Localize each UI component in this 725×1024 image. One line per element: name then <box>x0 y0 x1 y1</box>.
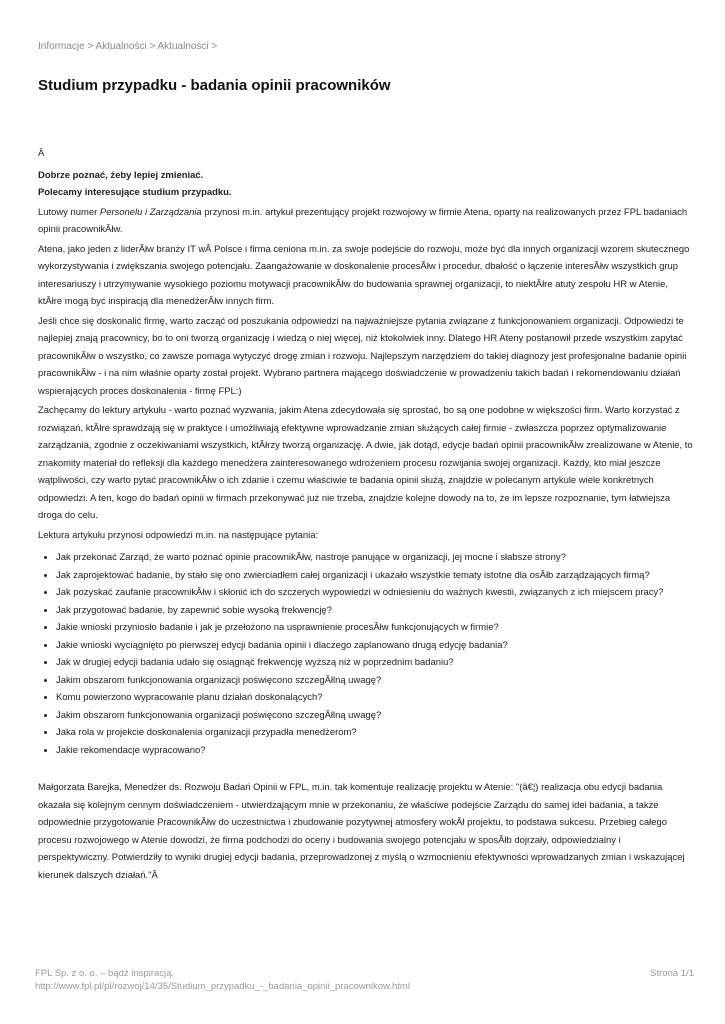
paragraph-quote: Małgorzata Barejka, Menedżer ds. Rozwoju Badań Opinii w FPL, m.in. tak komentuje realizację projektu w Atenie: "(â€¦) realizacja obu edycji badania okazała się kolejnym cennym doświadczeniem - utwierdzającym mnie w przekonaniu, że właściwe podejście Zarządu do samej idei badania, a także odpowiednie przygotowanie PracownikĂłw do uczestnictwa i zbudowanie pozytywnej atmosfery wokĂł projektu, to podstawa sukcesu. Przebieg całego procesu rozwojowego w Atenie dowodzi, że firma podchodzi do oceny i budowania swojego potencjału w sposĂłb dojrzały, odpowiedzialny i perspektywiczny. Potwierdziły to wyniki drugiej edycji badania, przeprowadzonej z myślą o wzmocnieniu efektywności wprowadzanych zmian i wskazującej kierunek dalszych działań."Â <box>38 782 685 881</box>
list-item: • Jak przygotować badanie, by zapewnić sobie wysoką frekwencję? <box>56 602 694 620</box>
paragraph-list-intro: Lektura artykułu przynosi odpowiedzi m.in. na następujące pytania: <box>38 529 319 541</box>
paragraph-intro-end: przynosi m.in. artykuł prezentujący projekt rozwojowy w firmie Atena, oparty na realizowanych przez FPL badaniach opinii pracownikĂłw. <box>38 206 688 235</box>
list-item: • Jak pozyskać zaufanie pracownikĂłw i skłonić ich do szczerych wypowiedzi w odniesieniu do ważnych kwestii, związanych z ich miejscem pracy? <box>56 584 694 602</box>
footer-url[interactable]: http://www.fpl.pl/pl/rozwoj/14/35/Studium_przypadku_-_badania_opinii_pracownikow.html <box>35 980 410 992</box>
magazine-title: Personelu i Zarządzania <box>99 206 202 218</box>
list-item: • Jakim obszarom funkcjonowania organizacji poświęcono szczegĂłlną uwagę? <box>56 672 694 690</box>
list-item: • Jaka rola w projekcie doskonalenia organizacji przypadła menedżerom? <box>56 724 694 742</box>
list-item: • Jakie rekomendacje wypracowano? <box>56 742 694 760</box>
list-item: • Komu powierzono wypracowanie planu działań doskonalących? <box>56 689 694 707</box>
footer <box>35 968 410 993</box>
stray-character: Â <box>38 148 45 159</box>
list-item: • Jakie wnioski wyciągnięto po pierwszej edycji badania opinii i dlaczego zaplanowano drugą edycję badania? <box>56 637 694 655</box>
lead-line-1: Dobrze poznać, żeby lepiej zmieniać. <box>38 169 204 181</box>
article-body <box>38 145 694 886</box>
paragraph-encouragement: Zachęcamy do lektury artykułu - warto poznać wyzwania, jakim Atena zdecydowała się sprostać, bo są one podobne w większości firm. Warto korzystać z rozwiązań, ktĂłre sprawdzają się w praktyce i umożliwiają efektywne wprowadzanie zmian służących całej firmie - zwłaszcza poprzez optymalizowanie zarządzania, zgodnie z oczekiwaniami wszystkich, ktĂłrzy tworzą organizację. A dwie, jak dotąd, edycje badań opinii pracownikĂłw zrealizowane w Atenie, to znakomity materiał do refleksji dla każdego menedżera zainteresowanego wdrożeniem procesu rozwijania swojej organizacji. Każdy, kto miał jeszcze wątpliwości, czy warto pytać pracownikĂłw o ich zdanie i czemu właściwie te badania opinii służą, znajdzie w polecanym artykule wiele konkretnych odpowiedzi. A ten, kogo do badań opinii w firmach przekonywać już nie trzeba, znajdzie kolejne dowody na to, że im lepsze rozpoznanie, tym łatwiejsza droga do celu. <box>38 405 693 521</box>
list-item: • Jakim obszarom funkcjonowania organizacji poświęcono szczegĂłlną uwagę? <box>56 707 694 725</box>
list-item: • Jak zaprojektować badanie, by stało się ono zwierciadłem całej organizacji i ukazało wszystkie tematy istotne dla osĂłb zarządzających firmą? <box>56 567 694 585</box>
list-item: • Jakie wnioski przyniosło badanie i jak je przełożono na usprawnienie procesĂłw funkcjonujących w firmie? <box>56 619 694 637</box>
question-list <box>38 549 694 759</box>
paragraph-intro <box>38 204 694 239</box>
page-number: Strona 1/1 <box>650 968 694 979</box>
list-item: • Jak w drugiej edycji badania udało się osiągnąć frekwencję wyższą niż w poprzednim badaniu? <box>56 654 694 672</box>
breadcrumb[interactable]: Informacje > Aktualności > Aktualności > <box>38 41 218 52</box>
paragraph-intro-start: Lutowy numer <box>38 206 100 218</box>
footer-tagline: FPL Sp. z o. o. – bądź inspiracją. <box>35 968 175 979</box>
page-title: Studium przypadku - badania opinii pracowników <box>38 77 391 94</box>
paragraph-atena: Atena, jako jeden z liderĂłw branży IT wÂ Polsce i firma ceniona m.in. za swoje podejście do rozwoju, może być dla innych organizacji wzorem skutecznego wykorzystywania i zwiększania swojego potencjału. Zaangażowanie w doskonalenie procesĂłw i procedur, dbałość o łączenie interesĂłw wszystkich grup interesariuszy i utrzymywanie wysokiego poziomu motywacji pracownikĂłw do budowania sprawnej organizacji, to niektĂłre atuty zespołu HR w Atenie, ktĂłre mogą być inspiracją dla menedżerĂłw innych firm. <box>38 243 690 307</box>
lead-line-2: Polecamy interesujące studium przypadku. <box>38 187 232 198</box>
paragraph-questions-intro: Jeśli chce się doskonalić firmę, warto zacząć od poszukania odpowiedzi na najważniejsze pytania związane z funkcjonowaniem organizacji. Odpowiedzi te najlepiej znają pracownicy, bo to oni tworzą organizację i wiedzą o niej więcej, niż ktokolwiek inny. Dlatego HR Ateny postanowił przede wszystkim zapytać pracownikĂłw o wszystko, co zawsze pomaga wytyczyć drogę zmian i rozwoju. Najlepszym narzędziem do takiej diagnozy jest profesjonalne badanie opinii pracownikĂłw - i na nim właśnie oparty został projekt. Wybrano partnera mającego doświadczenie w prowadzeniu takich badań i rekomendowaniu działań wspierających proces doskonalenia - firmę FPL:) <box>38 315 687 397</box>
list-item: • Jak przekonać Zarząd, że warto poznać opinie pracownikĂłw, nastroje panujące w organizacji, jej mocne i słabsze strony? <box>56 549 694 567</box>
